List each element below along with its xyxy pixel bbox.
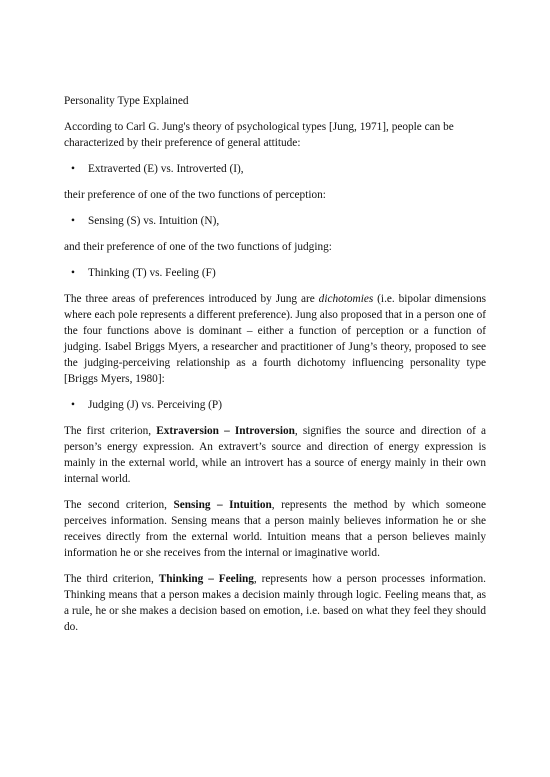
list-item: • Extraverted (E) vs. Introverted (I), [64, 161, 486, 177]
list-item: • Sensing (S) vs. Intuition (N), [64, 213, 486, 229]
dichotomies-paragraph [64, 291, 486, 387]
list-item: • Thinking (T) vs. Feeling (F) [64, 265, 486, 281]
document-title: Personality Type Explained [64, 95, 189, 107]
criterion-term: Sensing – Intuition [173, 499, 272, 511]
fourth-dichotomy-list [64, 397, 486, 413]
third-criterion-paragraph [64, 571, 486, 635]
criterion-term: Thinking – Feeling [158, 573, 254, 585]
paragraph-text: The three areas of preferences introduced by Jung are [64, 293, 319, 305]
paragraph-text: The second criterion, [64, 499, 174, 511]
intro-paragraph: According to Carl G. Jung's theory of psychological types [Jung, 1971], people can be characterized by their preference of general attitude: [64, 121, 454, 149]
first-criterion-paragraph [64, 423, 486, 487]
list-item: • Judging (J) vs. Perceiving (P) [64, 397, 486, 413]
criterion-term: Extraversion – Introversion [156, 425, 295, 437]
paragraph-text: , represents how a person processes information. Thinking means that a person makes a decision mainly through logic. Feeling means that, as a rule, he or she makes a decision based on emotion, i.e. based on what they feel they should do. [64, 573, 487, 633]
paragraph-text: , represents the method by which someone perceives information. Sensing means that a person mainly believes information he or she receives directly from the external world. Intuition means that a person believes mainly information he or she receives from the internal or imaginative world. [64, 499, 487, 559]
paragraph-text: The third criterion, [64, 573, 159, 585]
paragraph-text: (i.e. bipolar dimensions where each pole represents a different preference). Jung also proposed that in a person one of the four functions above is dominant – either a function of perception or a function of judging. Isabel Briggs Myers, a researcher and practitioner of Jung’s theory, proposed to see the judging-perceiving relationship as a fourth dichotomy influencing personality type [Briggs Myers, 1980]: [64, 293, 486, 385]
paragraph-text: The first criterion, [64, 425, 157, 437]
dichotomies-term: dichotomies [318, 293, 374, 305]
perception-list [64, 213, 486, 229]
paragraph-text: , signifies the source and direction of a person’s energy expression. An extravert’s source and direction of energy expression is mainly in the external world, while an introvert has a source of energy mainly in their own internal world. [64, 425, 487, 485]
perception-intro-paragraph: their preference of one of the two functions of perception: [64, 189, 326, 201]
judging-intro-paragraph: and their preference of one of the two functions of judging: [64, 241, 332, 253]
judging-list [64, 265, 486, 281]
attitude-list [64, 161, 486, 177]
second-criterion-paragraph [64, 497, 486, 561]
